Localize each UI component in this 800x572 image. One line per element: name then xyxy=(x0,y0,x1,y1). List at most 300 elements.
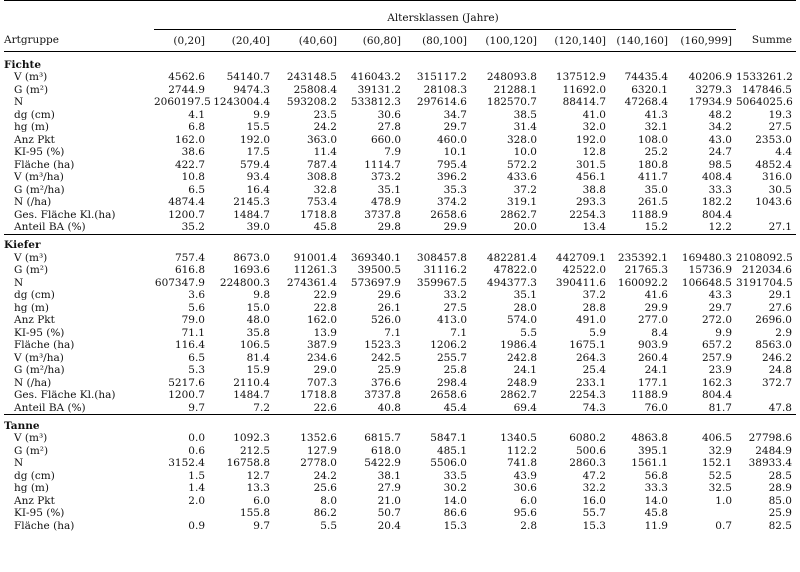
table-cell: 47.2 xyxy=(582,469,606,482)
row-label: Fläche (ha) xyxy=(14,519,75,532)
table-cell: 47.8 xyxy=(768,401,792,414)
table-cell: 2110.4 xyxy=(233,376,270,389)
table-cell: 500.6 xyxy=(575,444,606,457)
table-row xyxy=(4,71,796,84)
table-cell: 27.6 xyxy=(768,301,792,314)
table-cell: 212034.6 xyxy=(741,264,792,276)
table-cell: 5422.9 xyxy=(364,457,401,469)
table-cell: 93.4 xyxy=(246,171,270,183)
table-cell xyxy=(736,209,796,222)
table-cell: 7.1 xyxy=(450,326,467,339)
row-label: V (m³) xyxy=(14,71,48,83)
table-cell: 32.2 xyxy=(582,482,606,494)
table-cell: 1.0 xyxy=(715,494,732,507)
table-cell: 248.9 xyxy=(506,376,537,389)
table-cell: 616.8 xyxy=(174,264,205,276)
table-cell: 24.1 xyxy=(644,364,668,376)
table-cell: 3.6 xyxy=(188,289,205,301)
table-cell: 86.2 xyxy=(313,507,337,519)
row-label: G (m²/ha) xyxy=(14,183,65,196)
column-header: (160,999] xyxy=(680,34,732,47)
table-cell: 54140.7 xyxy=(226,71,270,83)
table-cell: 6320.1 xyxy=(631,83,668,96)
table-cell: 160092.2 xyxy=(617,276,668,289)
table-cell: 272.0 xyxy=(701,314,732,326)
table-cell: 2.8 xyxy=(520,519,537,532)
table-cell: 55.7 xyxy=(582,507,606,519)
table-cell: 9474.3 xyxy=(233,83,270,96)
table-cell: 23.5 xyxy=(313,108,337,121)
table-cell: 573697.9 xyxy=(350,276,401,289)
row-label: N xyxy=(14,457,24,469)
table-cell: 2254.3 xyxy=(569,389,606,401)
column-header: Summe xyxy=(751,34,792,47)
table-cell: 33.5 xyxy=(443,469,467,482)
group-header: Kiefer xyxy=(4,239,41,251)
table-cell: 494377.3 xyxy=(486,276,537,289)
table-row xyxy=(4,352,796,365)
table-cell: 48.2 xyxy=(708,108,732,121)
table-cell: 396.2 xyxy=(436,171,467,183)
column-header: (0,20] xyxy=(173,34,205,47)
table-cell: 5847.1 xyxy=(430,432,467,444)
table-cell: 11692.0 xyxy=(562,83,606,96)
table-cell: 12.2 xyxy=(708,221,732,233)
table-cell: 1533261.2 xyxy=(736,71,793,83)
row-label: dg (cm) xyxy=(14,469,55,482)
table-cell: 277.0 xyxy=(637,314,668,326)
table-cell: 162.0 xyxy=(174,133,205,146)
table-cell: 2862.7 xyxy=(500,389,537,401)
table-cell: 1188.9 xyxy=(631,208,668,221)
table-cell: 433.6 xyxy=(506,171,537,183)
table-cell: 243148.5 xyxy=(286,71,337,83)
column-header: (80,100] xyxy=(422,34,467,47)
row-label: N (/ha) xyxy=(14,376,52,389)
table-row xyxy=(4,364,796,377)
group-header: Tanne xyxy=(4,419,40,432)
table-cell: 456.1 xyxy=(575,171,606,183)
table-cell: 31116.2 xyxy=(423,264,467,276)
table-cell: 48.0 xyxy=(246,314,270,326)
table-row xyxy=(4,302,796,315)
table-row xyxy=(4,109,796,122)
table-cell: 27.8 xyxy=(377,121,401,133)
table-cell: 7.2 xyxy=(253,401,270,414)
table-cell: 2060197.5 xyxy=(154,96,211,108)
table-cell: 411.7 xyxy=(637,171,668,183)
table-cell: 1092.3 xyxy=(233,432,270,444)
column-header: (140,160] xyxy=(616,34,668,47)
row-label: N xyxy=(14,276,24,289)
table-cell: 460.0 xyxy=(436,133,467,146)
row-label: dg (cm) xyxy=(14,289,55,301)
table-cell: 369340.1 xyxy=(350,251,401,264)
table-cell: 2108092.5 xyxy=(736,251,793,264)
table-cell: 69.4 xyxy=(513,401,537,414)
table-cell: 28108.3 xyxy=(423,83,467,96)
table-cell: 21288.1 xyxy=(493,83,537,96)
table-cell: 787.4 xyxy=(306,158,337,171)
table-cell: 29.8 xyxy=(377,221,401,233)
row-label: G (m²/ha) xyxy=(14,364,65,376)
table-cell: 15.0 xyxy=(246,301,270,314)
table-cell: 9.8 xyxy=(253,289,270,301)
table-cell: 24.1 xyxy=(513,364,537,376)
table-cell: 1484.7 xyxy=(233,389,270,401)
table-cell: 234.6 xyxy=(306,351,337,364)
table-cell: 79.0 xyxy=(181,314,205,326)
table-cell: 71.1 xyxy=(181,326,205,339)
table-cell: 15.9 xyxy=(246,364,270,376)
table-cell: 74.3 xyxy=(582,401,606,414)
table-cell: 32.5 xyxy=(708,482,732,494)
table-cell: 43.9 xyxy=(513,469,537,482)
table-cell: 4.1 xyxy=(188,108,205,121)
table-cell: 6.0 xyxy=(520,494,537,507)
table-cell: 574.0 xyxy=(506,314,537,326)
table-cell: 35.0 xyxy=(644,183,668,196)
row-label: dg (cm) xyxy=(14,108,55,121)
table-cell: 1484.7 xyxy=(233,208,270,221)
table-row xyxy=(4,221,796,234)
table-cell: 741.8 xyxy=(506,457,537,469)
table-cell: 0.0 xyxy=(188,432,205,444)
table-cell: 16.4 xyxy=(246,183,270,196)
table-cell: 9.9 xyxy=(715,326,732,339)
table-cell: 315117.2 xyxy=(416,71,467,83)
table-cell: 2.9 xyxy=(775,326,792,339)
table-cell: 2778.0 xyxy=(300,457,337,469)
table-cell: 12.7 xyxy=(246,469,270,482)
table-cell: 6815.7 xyxy=(364,432,401,444)
table-cell: 76.0 xyxy=(644,401,668,414)
table-cell: 13.3 xyxy=(246,482,270,494)
table-row xyxy=(4,84,796,97)
table-cell: 162.0 xyxy=(306,314,337,326)
table-cell: 20.4 xyxy=(377,519,401,532)
column-header: (120,140] xyxy=(554,34,606,47)
table-cell: 169480.3 xyxy=(681,251,732,264)
table-cell: 45.8 xyxy=(313,221,337,233)
table-cell: 41.6 xyxy=(644,289,668,301)
table-cell: 29.7 xyxy=(443,121,467,133)
table-cell: 5.6 xyxy=(188,301,205,314)
table-cell: 28.8 xyxy=(582,301,606,314)
table-cell: 27.1 xyxy=(768,221,792,233)
table-cell: 8673.0 xyxy=(233,251,270,264)
table-cell: 1352.6 xyxy=(300,432,337,444)
table-cell: 5.5 xyxy=(520,326,537,339)
table-cell: 1.5 xyxy=(188,469,205,482)
table-cell: 707.3 xyxy=(306,376,337,389)
row-label: hg (m) xyxy=(14,301,49,314)
table-cell: 95.6 xyxy=(513,507,537,519)
table-cell: 27798.6 xyxy=(748,432,792,444)
table-cell: 25.6 xyxy=(313,482,337,494)
table-cell: 29.9 xyxy=(644,301,668,314)
table-cell: 17.5 xyxy=(246,146,270,158)
table-cell: 757.4 xyxy=(174,251,205,264)
table-row xyxy=(4,196,796,209)
table-row xyxy=(4,520,796,533)
table-cell: 38.1 xyxy=(377,469,401,482)
table-cell: 106648.5 xyxy=(681,276,732,289)
table-cell: 395.1 xyxy=(637,444,668,457)
table-cell: 297614.6 xyxy=(416,96,467,108)
table-row xyxy=(4,184,796,197)
table-cell: 373.2 xyxy=(370,171,401,183)
table-row xyxy=(4,402,796,415)
table-cell: 45.8 xyxy=(644,507,668,519)
row-label: hg (m) xyxy=(14,121,49,133)
table-cell: 47822.0 xyxy=(493,264,537,276)
table-cell: 804.4 xyxy=(701,389,732,401)
table-cell: 28.5 xyxy=(768,469,792,482)
table-cell: 42522.0 xyxy=(562,264,606,276)
table-cell: 162.3 xyxy=(701,376,732,389)
table-cell: 43.0 xyxy=(708,133,732,146)
row-label: hg (m) xyxy=(14,482,49,494)
table-cell: 22.6 xyxy=(313,401,337,414)
table-cell: 5.9 xyxy=(589,326,606,339)
table-cell: 32.8 xyxy=(313,183,337,196)
table-cell: 260.4 xyxy=(637,351,668,364)
table-cell: 2353.0 xyxy=(755,133,792,146)
table-cell: 137512.9 xyxy=(555,71,606,83)
table-cell: 38.6 xyxy=(181,146,205,158)
table-cell: 10.8 xyxy=(181,171,205,183)
table-cell: 10.0 xyxy=(513,146,537,158)
table-cell: 25.9 xyxy=(768,507,792,519)
table-cell: 246.2 xyxy=(761,351,792,364)
table-row xyxy=(4,159,796,172)
table-cell: 21765.3 xyxy=(624,264,668,276)
table-cell: 29.7 xyxy=(708,301,732,314)
table-cell: 40.8 xyxy=(377,401,401,414)
table-cell: 35.8 xyxy=(246,326,270,339)
table-cell: 257.9 xyxy=(701,351,732,364)
table-cell: 1523.3 xyxy=(364,339,401,351)
table-cell: 274361.4 xyxy=(286,276,337,289)
table-row xyxy=(4,264,796,277)
table-cell: 533812.3 xyxy=(350,96,401,108)
table-cell: 24.2 xyxy=(313,469,337,482)
table-cell: 1043.6 xyxy=(755,196,792,208)
table-cell: 24.7 xyxy=(708,146,732,158)
table-cell: 37.2 xyxy=(513,183,537,196)
table-cell: 30.6 xyxy=(377,108,401,121)
table-cell: 618.0 xyxy=(370,444,401,457)
table-row xyxy=(4,277,796,290)
table-cell: 13.9 xyxy=(313,326,337,339)
table-cell: 2860.3 xyxy=(569,457,606,469)
table-cell: 660.0 xyxy=(370,133,401,146)
table-cell: 38933.4 xyxy=(748,457,792,469)
table-cell: 192.0 xyxy=(575,133,606,146)
table-cell: 15736.9 xyxy=(688,264,732,276)
table-cell: 376.6 xyxy=(370,376,401,389)
data-table xyxy=(4,0,796,532)
table-cell: 903.9 xyxy=(637,339,668,351)
table-cell: 11.9 xyxy=(644,519,668,532)
table-cell: 0.9 xyxy=(188,519,205,532)
table-cell: 15.3 xyxy=(443,519,467,532)
row-label: Anz Pkt xyxy=(14,314,55,326)
table-cell: 24.8 xyxy=(768,364,792,376)
table-cell: 4874.4 xyxy=(168,196,205,208)
column-header: (60,80] xyxy=(362,34,401,47)
table-cell: 74435.4 xyxy=(624,71,668,83)
table-cell: 2658.6 xyxy=(430,389,467,401)
row-label: V (m³) xyxy=(14,432,48,444)
table-cell: 41.0 xyxy=(582,108,606,121)
table-cell: 328.0 xyxy=(506,133,537,146)
table-cell: 3279.3 xyxy=(695,83,732,96)
table-cell: 9.9 xyxy=(253,108,270,121)
table-cell: 88414.7 xyxy=(562,96,606,108)
table-cell: 1200.7 xyxy=(168,208,205,221)
table-cell: 1675.1 xyxy=(569,339,606,351)
table-cell: 1.4 xyxy=(188,482,205,494)
row-label: N (/ha) xyxy=(14,196,52,208)
table-row xyxy=(4,121,796,134)
table-cell: 192.0 xyxy=(239,133,270,146)
table-cell: 116.4 xyxy=(174,339,205,351)
table-cell: 1200.7 xyxy=(168,389,205,401)
table-cell xyxy=(672,507,736,520)
table-cell: 106.5 xyxy=(239,339,270,351)
table-row xyxy=(4,134,796,147)
table-cell: 372.7 xyxy=(761,376,792,389)
table-cell: 7.1 xyxy=(384,326,401,339)
table-cell: 33.2 xyxy=(443,289,467,301)
table-cell: 12.8 xyxy=(582,146,606,158)
table-cell: 224800.3 xyxy=(219,276,270,289)
column-header: (20,40] xyxy=(231,34,270,47)
table-cell: 579.4 xyxy=(239,158,270,171)
table-cell: 20.0 xyxy=(513,221,537,233)
row-label: V (m³/ha) xyxy=(14,351,64,364)
row-label: G (m²) xyxy=(14,444,49,457)
table-cell: 6.8 xyxy=(188,121,205,133)
table-row xyxy=(4,289,796,302)
table-cell: 10.1 xyxy=(443,146,467,158)
table-cell: 6.5 xyxy=(188,351,205,364)
super-header: Altersklassen (Jahre) xyxy=(154,7,736,30)
table-cell: 308457.8 xyxy=(416,251,467,264)
table-cell: 406.5 xyxy=(701,432,732,444)
table-cell: 2658.6 xyxy=(430,208,467,221)
table-cell: 6.0 xyxy=(253,494,270,507)
table-cell: 182.2 xyxy=(701,196,732,208)
table-cell: 39131.2 xyxy=(357,83,401,96)
table-cell: 242.8 xyxy=(506,351,537,364)
table-row xyxy=(4,377,796,390)
table-row xyxy=(4,495,796,508)
row-label: Fläche (ha) xyxy=(14,339,75,351)
table-cell: 390411.6 xyxy=(555,276,606,289)
table-row xyxy=(4,171,796,184)
table-cell: 8.4 xyxy=(651,326,668,339)
table-cell: 43.3 xyxy=(708,289,732,301)
table-cell: 33.3 xyxy=(708,183,732,196)
table-cell: 491.0 xyxy=(575,314,606,326)
table-cell: 39.0 xyxy=(246,221,270,233)
table-cell: 0.6 xyxy=(188,444,205,457)
table-cell: 34.7 xyxy=(443,108,467,121)
table-cell: 30.2 xyxy=(443,482,467,494)
table-cell: 3191704.5 xyxy=(736,276,793,289)
column-header: (40,60] xyxy=(298,34,337,47)
table-row xyxy=(4,209,796,222)
table-cell: 182570.7 xyxy=(486,96,537,108)
table-cell: 14.0 xyxy=(443,494,467,507)
table-cell: 38.8 xyxy=(582,183,606,196)
table-cell: 1206.2 xyxy=(430,339,467,351)
table-cell: 308.8 xyxy=(306,171,337,183)
table-cell: 15.5 xyxy=(246,121,270,133)
table-cell: 28.0 xyxy=(513,301,537,314)
table-row xyxy=(4,339,796,352)
table-cell: 5.3 xyxy=(188,364,205,376)
table-cell: 19.3 xyxy=(768,108,792,121)
table-cell: 4852.4 xyxy=(755,158,792,171)
table-cell: 27.5 xyxy=(768,121,792,133)
table-cell: 6080.2 xyxy=(569,432,606,444)
table-cell: 657.2 xyxy=(701,339,732,351)
table-cell: 29.1 xyxy=(768,289,792,301)
table-cell: 363.0 xyxy=(306,133,337,146)
row-label: G (m²) xyxy=(14,83,49,96)
table-cell: 387.9 xyxy=(306,339,337,351)
table-cell: 248093.8 xyxy=(486,71,537,83)
table-cell: 2696.0 xyxy=(755,314,792,326)
table-cell: 212.5 xyxy=(239,444,270,457)
table-cell xyxy=(154,507,209,520)
table-cell: 607347.9 xyxy=(154,276,205,289)
table-cell: 264.3 xyxy=(575,351,606,364)
table-cell: 1114.7 xyxy=(364,158,401,171)
table-cell: 4863.8 xyxy=(631,432,668,444)
table-cell: 15.3 xyxy=(582,519,606,532)
row-label: KI-95 (%) xyxy=(14,146,65,158)
row-label: G (m²) xyxy=(14,264,49,276)
table-cell: 14.0 xyxy=(644,494,668,507)
table-row xyxy=(4,327,796,340)
table-cell: 6.5 xyxy=(188,183,205,196)
row-label: Anteil BA (%) xyxy=(14,221,86,233)
table-cell: 30.5 xyxy=(768,183,792,196)
table-cell: 9.7 xyxy=(253,519,270,532)
table-cell: 255.7 xyxy=(436,351,467,364)
table-cell: 29.6 xyxy=(377,289,401,301)
table-cell: 32.9 xyxy=(708,444,732,457)
table-cell: 5.5 xyxy=(320,519,337,532)
table-cell: 81.7 xyxy=(708,401,732,414)
table-cell: 8.0 xyxy=(320,494,337,507)
table-cell: 86.6 xyxy=(443,507,467,519)
table-cell: 22.8 xyxy=(313,301,337,314)
table-cell: 4.4 xyxy=(775,146,792,158)
table-row xyxy=(4,314,796,327)
table-cell: 16758.8 xyxy=(226,457,270,469)
table-cell: 442709.1 xyxy=(555,251,606,264)
table-cell: 7.9 xyxy=(384,146,401,158)
table-cell: 408.4 xyxy=(701,171,732,183)
table-cell: 316.0 xyxy=(761,171,792,183)
table-cell: 374.2 xyxy=(436,196,467,208)
